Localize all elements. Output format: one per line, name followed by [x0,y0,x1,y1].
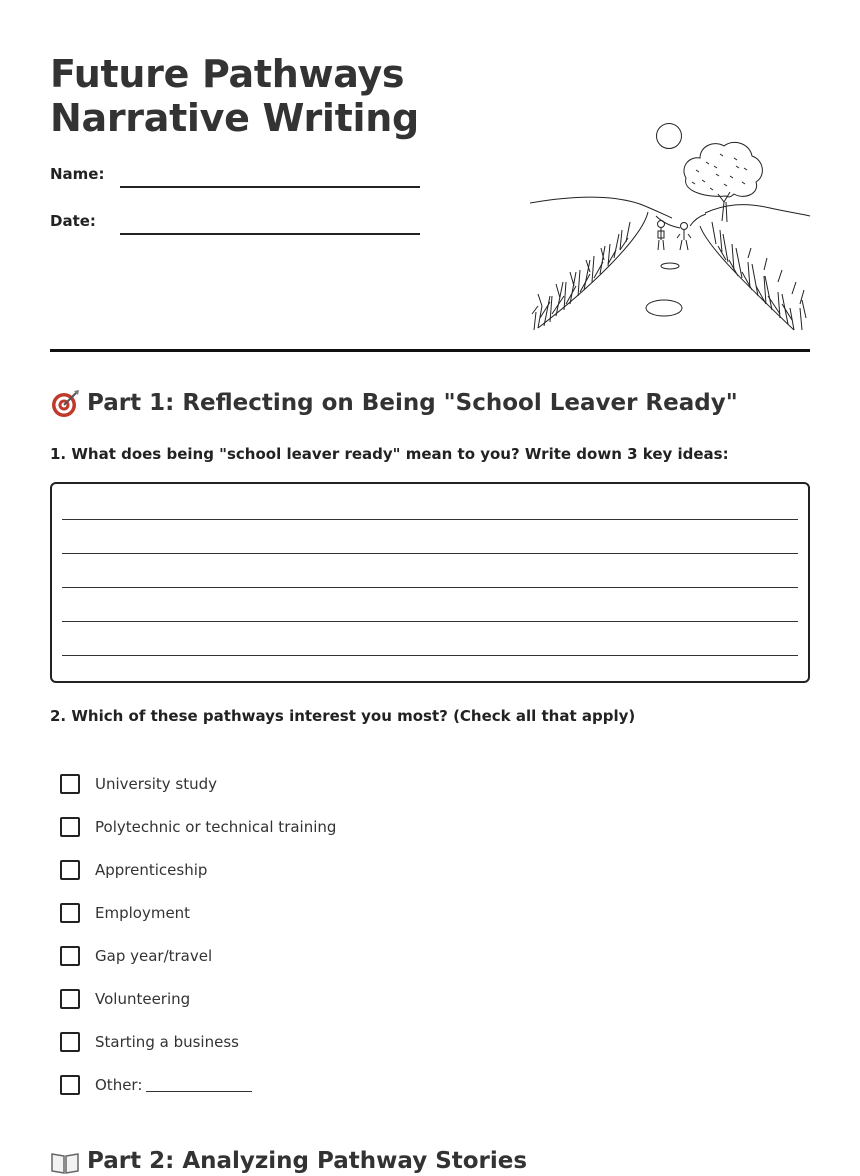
pathway-illustration [530,118,812,334]
checkbox[interactable] [60,989,80,1009]
checkbox[interactable] [60,860,80,880]
date-field[interactable] [120,233,420,235]
worksheet-page [50,0,810,1174]
option-volunteering[interactable] [60,987,190,1011]
option-polytechnic[interactable] [60,815,336,839]
title-line-2: Narrative Writing [50,96,419,140]
name-label: Name: [50,165,105,183]
other-input[interactable] [146,1091,252,1092]
answer-line[interactable] [62,587,798,588]
sun-icon [657,124,682,149]
option-apprenticeship[interactable] [60,858,207,882]
checkbox[interactable] [60,774,80,794]
option-label: Employment [95,904,191,922]
checkbox[interactable] [60,903,80,923]
other-label: Other: [95,1076,143,1094]
option-label [95,1076,252,1094]
option-label: University study [95,775,218,793]
part1-heading [50,388,738,418]
part2-heading [50,1146,527,1176]
answer-line[interactable] [62,621,798,622]
title-line-1: Future Pathways [50,52,405,96]
checkbox[interactable] [60,1075,80,1095]
question-2: 2. Which of these pathways interest you most? (Check all that apply) [50,707,636,725]
name-field[interactable] [120,186,420,188]
worksheet-title [50,52,419,140]
answer-box[interactable] [50,482,810,683]
part1-title: Part 1: Reflecting on Being "School Leaver Ready" [87,390,738,416]
option-label: Gap year/travel [95,947,213,965]
checkbox[interactable] [60,946,80,966]
answer-line[interactable] [62,655,798,656]
checkbox[interactable] [60,1032,80,1052]
option-label: Starting a business [95,1033,239,1051]
option-university[interactable] [60,772,217,796]
part2-title: Part 2: Analyzing Pathway Stories [87,1148,528,1174]
option-other[interactable] [60,1073,252,1097]
option-business[interactable] [60,1030,239,1054]
checkbox[interactable] [60,817,80,837]
question-1: 1. What does being "school leaver ready" mean to you? Write down 3 key ideas: [50,445,729,463]
book-icon [50,1146,80,1176]
date-label: Date: [50,212,96,230]
option-label: Apprenticeship [95,861,208,879]
tree-icon [684,142,762,222]
option-label: Polytechnic or technical training [95,818,337,836]
answer-line[interactable] [62,519,798,520]
option-gap-year[interactable] [60,944,212,968]
answer-line[interactable] [62,553,798,554]
option-label: Volunteering [95,990,191,1008]
children-walking-icon [658,221,692,251]
option-employment[interactable] [60,901,190,925]
header-divider [50,349,810,352]
target-icon [50,388,80,418]
